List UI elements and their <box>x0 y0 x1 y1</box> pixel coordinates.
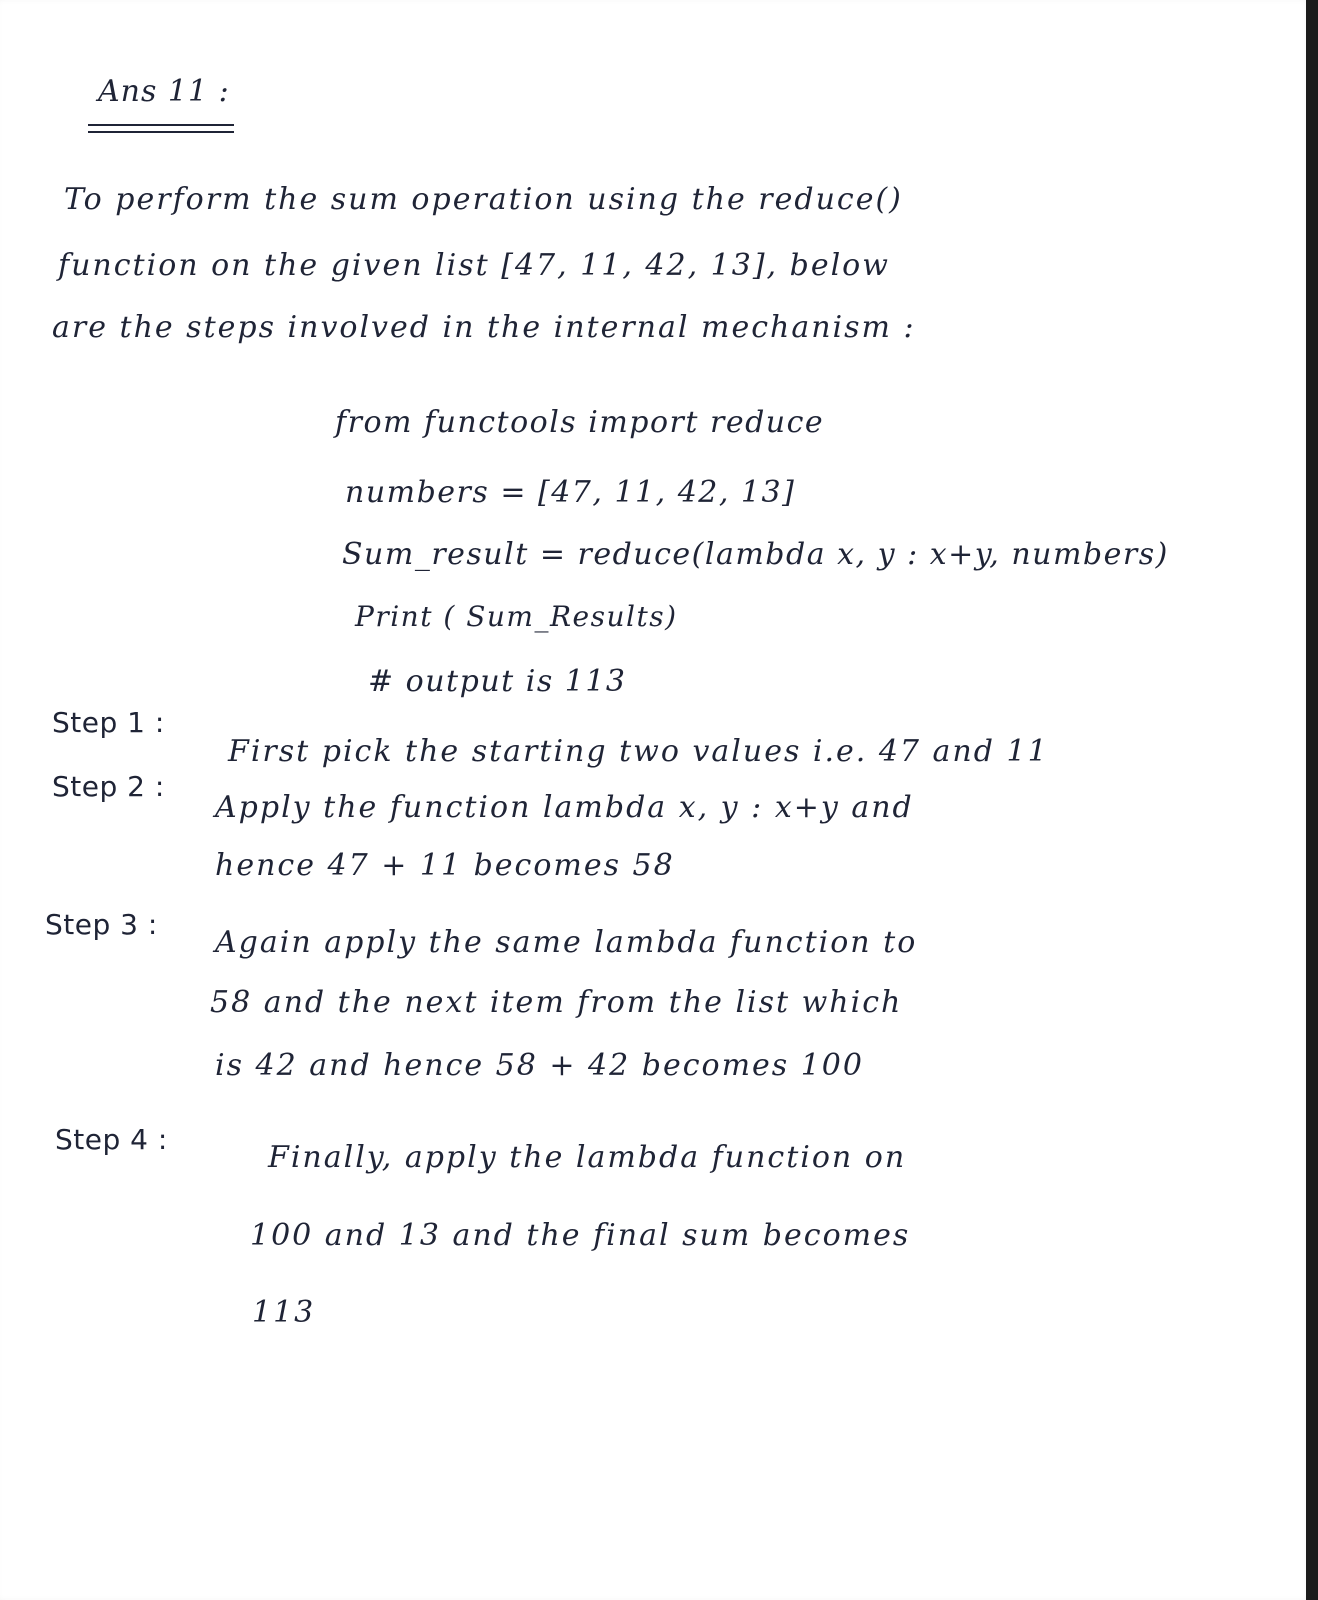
intro-line-3: are the steps involved in the internal mechanism : <box>52 310 916 345</box>
step-2-line-1: Apply the function lambda x, y : x+y and <box>215 790 914 825</box>
code-line-output-comment: # output is 113 <box>368 664 627 699</box>
scan-edge <box>1306 0 1318 1600</box>
code-line-import: from functools import reduce <box>335 405 825 440</box>
step-4-line-2: 100 and 13 and the final sum becomes <box>250 1218 911 1253</box>
step-3-line-1: Again apply the same lambda function to <box>215 925 918 960</box>
step-2-label: Step 2 : <box>52 770 165 803</box>
step-4-line-1: Finally, apply the lambda function on <box>268 1140 907 1175</box>
step-1-label: Step 1 : <box>52 706 165 739</box>
step-3-line-3: is 42 and hence 58 + 42 becomes 100 <box>215 1048 864 1083</box>
code-line-reduce: Sum_result = reduce(lambda x, y : x+y, numbers) <box>342 537 1169 572</box>
step-4-line-3: 113 <box>252 1295 316 1330</box>
intro-line-1: To perform the sum operation using the reduce() <box>64 182 903 217</box>
step-2-line-2: hence 47 + 11 becomes 58 <box>215 848 675 883</box>
code-line-print: Print ( Sum_Results) <box>355 600 678 633</box>
heading-underline-double <box>88 131 234 133</box>
code-line-numbers: numbers = [47, 11, 42, 13] <box>345 475 796 510</box>
heading-underline <box>88 124 234 126</box>
step-1-line-1: First pick the starting two values i.e. 47 and 11 <box>228 734 1049 769</box>
intro-line-2: function on the given list [47, 11, 42, 13], below <box>58 248 890 283</box>
step-3-label: Step 3 : <box>45 908 158 941</box>
answer-heading: Ans 11 : <box>98 74 230 109</box>
step-3-line-2: 58 and the next item from the list which <box>210 985 903 1020</box>
step-4-label: Step 4 : <box>55 1123 168 1156</box>
